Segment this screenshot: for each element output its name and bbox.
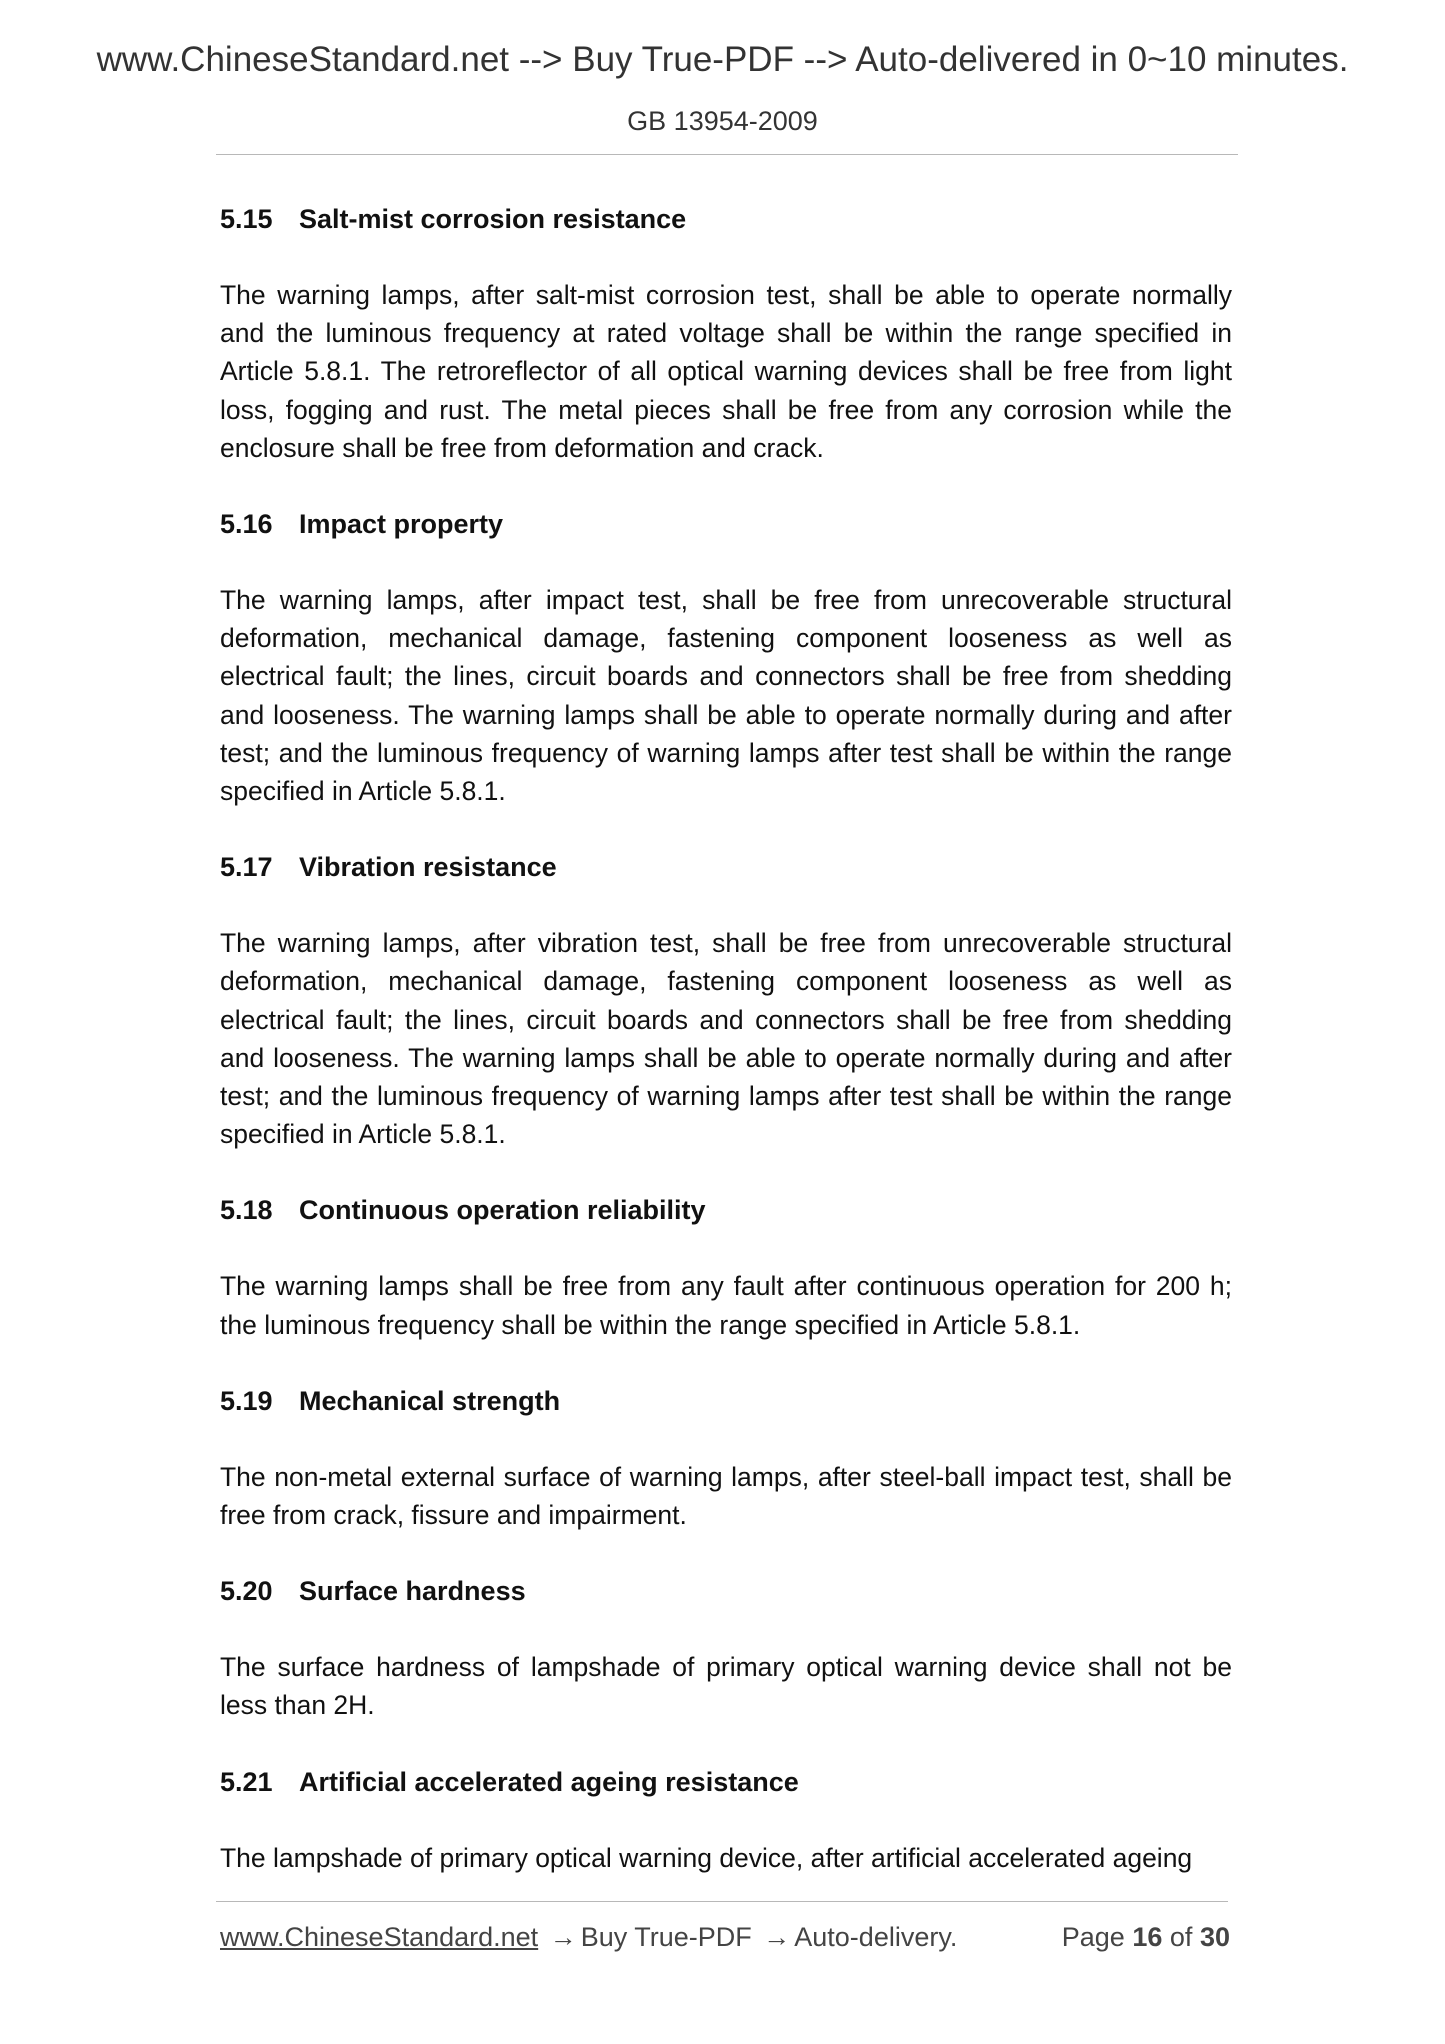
document-body: [220, 200, 1232, 1877]
footer-divider: [216, 1901, 1228, 1902]
section-5-16: [220, 505, 1232, 810]
header-divider: [216, 154, 1238, 155]
section-paragraph: The warning lamps, after salt-mist corrosion test, shall be able to operate normally and the luminous frequency at rated voltage shall be within the range specified in Article 5.8.1. The retroreflector of all optical warning devices shall be free from light loss, fogging and rust. The metal pieces shall be free from any corrosion while the enclosure shall be free from deformation and crack.: [220, 280, 1232, 463]
page-current: 16: [1132, 1922, 1163, 1952]
section-paragraph: The warning lamps shall be free from any fault after continuous operation for 200 h; the luminous frequency shall be within the range specified in Article 5.8.1.: [220, 1271, 1232, 1340]
section-heading: [220, 1382, 1232, 1420]
section-number: 5.19: [220, 1385, 273, 1416]
section-number: 5.17: [220, 852, 273, 883]
top-banner: www.ChineseStandard.net --> Buy True-PDF --> Auto-delivered in 0~10 minutes.: [96, 40, 1349, 79]
section-heading: [220, 1572, 1232, 1610]
section-paragraph: The surface hardness of lampshade of primary optical warning device shall not be less than 2H.: [220, 1652, 1232, 1721]
page-footer: [220, 1918, 1230, 1956]
section-heading: [220, 200, 1232, 238]
page-of: of: [1169, 1922, 1193, 1952]
section-number: 5.15: [220, 204, 273, 234]
section-heading: [220, 848, 1232, 886]
section-heading: [220, 1191, 1232, 1229]
section-number: 5.16: [220, 509, 273, 540]
section-paragraph: The warning lamps, after vibration test, shall be free from unrecoverable structural deformation, mechanical damage, fastening component looseness as well as electrical fault; the lines, circuit boards and connectors shall be free from shedding and looseness. The warning lamps shall be able to operate normally during and after test; and the luminous frequency of warning lamps after test shall be within the range specified in Article 5.8.1.: [220, 928, 1232, 1150]
arrow-icon: →: [549, 1922, 577, 1952]
section-title: Mechanical strength: [299, 1385, 561, 1416]
section-5-15: [220, 200, 1232, 467]
section-title: Continuous operation reliability: [299, 1195, 706, 1226]
section-5-19: [220, 1382, 1232, 1534]
section-paragraph: The non-metal external surface of warning lamps, after steel-ball impact test, shall be free from crack, fissure and impairment.: [220, 1461, 1232, 1531]
section-5-21: [220, 1763, 1232, 1877]
section-title: Artificial accelerated ageing resistance: [299, 1766, 799, 1797]
footer-delivery-text: Auto-delivery.: [794, 1922, 958, 1952]
section-5-20: [220, 1572, 1232, 1724]
section-title: Salt-mist corrosion resistance: [299, 204, 687, 234]
page-indicator: [1062, 1918, 1230, 1956]
section-heading: [220, 1763, 1232, 1801]
document-code: GB 13954-2009: [627, 106, 818, 136]
footer-buy-text: Buy True-PDF: [580, 1922, 752, 1952]
section-number: 5.18: [220, 1195, 273, 1226]
section-title: Vibration resistance: [299, 852, 557, 883]
section-title: Impact property: [299, 509, 504, 540]
section-title: Surface hardness: [299, 1576, 526, 1607]
section-heading: [220, 505, 1232, 543]
section-number: 5.20: [220, 1576, 273, 1607]
section-number: 5.21: [220, 1766, 273, 1797]
section-5-18: [220, 1191, 1232, 1343]
footer-site-link[interactable]: www.ChineseStandard.net: [220, 1922, 539, 1952]
section-5-17: [220, 848, 1232, 1153]
section-paragraph: The lampshade of primary optical warning device, after artificial accelerated ageing: [220, 1842, 1193, 1873]
page-label: Page: [1061, 1922, 1125, 1952]
arrow-icon: →: [763, 1922, 791, 1952]
page-total: 30: [1199, 1922, 1230, 1952]
section-paragraph: The warning lamps, after impact test, shall be free from unrecoverable structural deformation, mechanical damage, fastening component looseness as well as electrical fault; the lines, circuit boards and connectors shall be free from shedding and looseness. The warning lamps shall be able to operate normally during and after test; and the luminous frequency of warning lamps after test shall be within the range specified in Article 5.8.1.: [220, 585, 1232, 807]
